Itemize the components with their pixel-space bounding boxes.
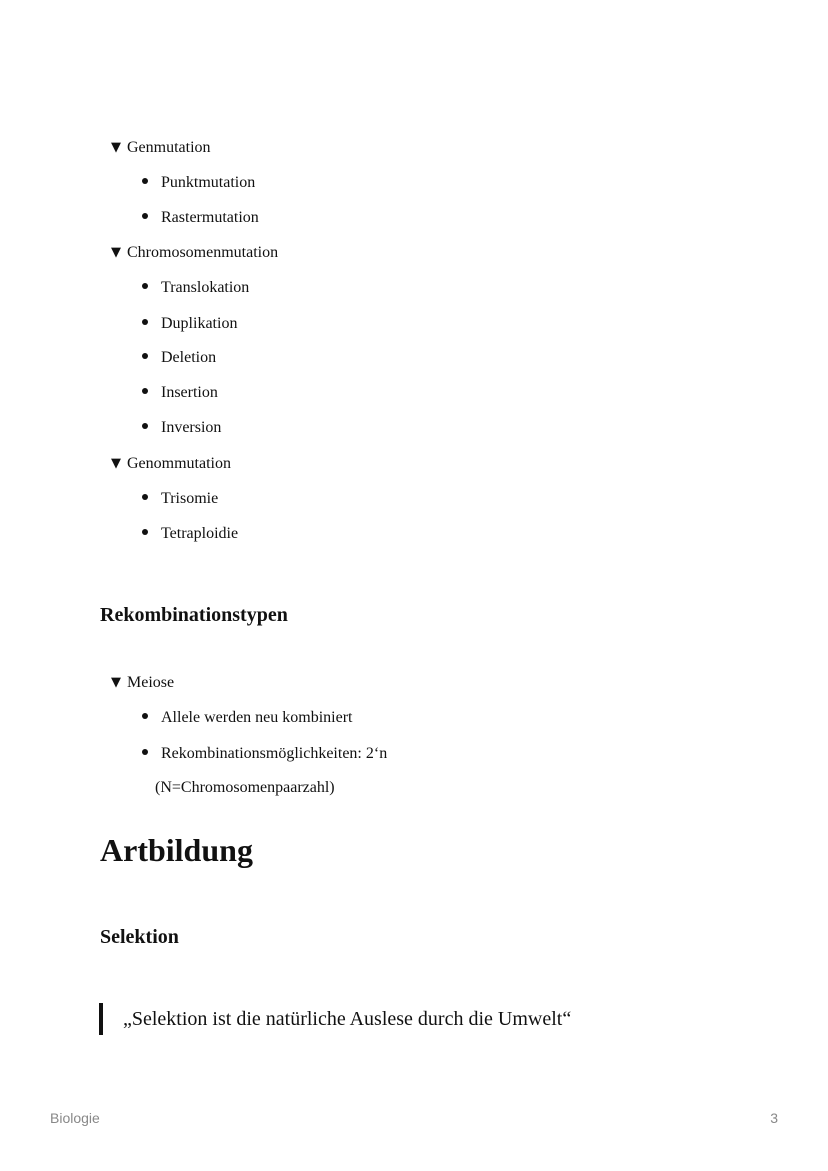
- list-item: [142, 744, 387, 764]
- list-item: [142, 208, 259, 228]
- list-item-text: Rastermutation: [161, 209, 259, 226]
- page-number: 3: [770, 1110, 778, 1126]
- toggle-triangle-icon[interactable]: ▼: [111, 675, 121, 690]
- list-item: [142, 173, 255, 193]
- bullet-icon: [142, 749, 148, 755]
- list-item-text: Allele werden neu kombiniert: [161, 709, 353, 726]
- list-item: [142, 708, 353, 728]
- page-title: Artbildung: [100, 832, 253, 868]
- toggle-genommutation[interactable]: [111, 454, 231, 474]
- list-item-text: Tetraploidie: [161, 525, 239, 542]
- list-item-text: Punktmutation: [161, 174, 256, 191]
- footer-subject: Biologie: [50, 1110, 100, 1126]
- list-item: [142, 524, 238, 544]
- blockquote: „Selektion ist die natürliche Auslese durch die Umwelt“: [123, 1008, 572, 1030]
- toggle-meiose[interactable]: [111, 673, 174, 693]
- bullet-icon: [142, 713, 148, 719]
- quote-bar: [99, 1003, 103, 1035]
- list-item: [142, 489, 218, 509]
- list-item-text: Trisomie: [161, 490, 219, 507]
- toggle-label: Meiose: [127, 674, 175, 691]
- bullet-icon: [142, 178, 148, 184]
- bullet-icon: [142, 213, 148, 219]
- toggle-triangle-icon[interactable]: ▼: [111, 245, 121, 260]
- list-item-text: Deletion: [161, 349, 217, 366]
- list-item-text: Rekombinationsmöglichkeiten: 2‘n: [161, 745, 388, 762]
- list-item: [142, 278, 249, 298]
- toggle-label: Genmutation: [127, 139, 211, 156]
- bullet-icon: [142, 529, 148, 535]
- bullet-icon: [142, 388, 148, 394]
- heading-selektion: Selektion: [100, 926, 179, 948]
- bullet-icon: [142, 319, 148, 325]
- list-item-text: Translokation: [161, 279, 250, 296]
- list-item: [142, 383, 218, 403]
- bullet-icon: [142, 423, 148, 429]
- bullet-icon: [142, 283, 148, 289]
- list-item: [142, 348, 216, 368]
- toggle-genmutation[interactable]: [111, 138, 211, 158]
- heading-rekombinationstypen: Rekombinationstypen: [100, 604, 288, 626]
- bullet-icon: [142, 353, 148, 359]
- toggle-chromosomenmutation[interactable]: [111, 243, 278, 263]
- toggle-triangle-icon[interactable]: ▼: [111, 456, 121, 471]
- list-item-text: Duplikation: [161, 315, 238, 332]
- bullet-icon: [142, 494, 148, 500]
- list-item-text: Insertion: [161, 384, 218, 401]
- toggle-triangle-icon[interactable]: ▼: [111, 140, 121, 155]
- note-text: (N=Chromosomenpaarzahl): [155, 779, 335, 796]
- toggle-label: Chromosomenmutation: [127, 244, 279, 261]
- toggle-label: Genommutation: [127, 455, 231, 472]
- list-item: [142, 314, 237, 334]
- list-item-text: Inversion: [161, 419, 222, 436]
- list-item: [142, 418, 221, 438]
